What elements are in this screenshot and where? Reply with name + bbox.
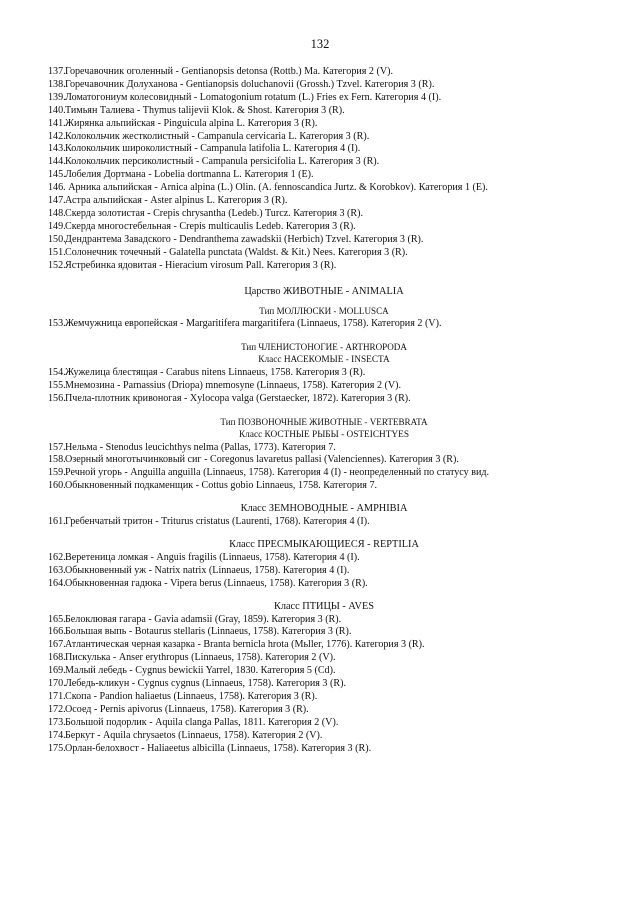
list-item: 162. Веретеница ломкая - Anguis fragilis (Linnaeus, 1758). Категория 4 (I). — [48, 551, 360, 563]
list-item: 149. Скерда многостебельная - Crepis multicaulis Ledeb. Категория 3 (R). — [48, 220, 356, 232]
list-item: 140. Тимьян Талиева - Thymus talijevii Klok. & Shost. Категория 3 (R). — [48, 104, 345, 116]
list-item: 139. Ломатогониум колесовидный - Lomatogonium rotatum (L.) Fries ex Fern. Категория 4 (I). — [48, 91, 442, 103]
type-heading-vertebrata: Тип ПОЗВОНОЧНЫЕ ЖИВОТНЫЕ - VERTEBRATA — [220, 416, 428, 427]
list-item: 153. Жемчужница европейская - Margaritifera margaritifera (Linnaeus, 1758). Категория 2 (V). — [48, 318, 442, 330]
list-item: 168. Пискулька - Anser erythropus (Linnaeus, 1758). Категория 2 (V). — [48, 652, 336, 664]
class-heading-osteichtyes: Класс КОСТНЫЕ РЫБЫ - OSTEICHTYES — [238, 429, 409, 440]
list-item: 152. Ястребинка ядовитая - Hieracium virosum Pall. Категория 3 (R). — [48, 259, 337, 271]
plant-list — [48, 66, 600, 273]
type-heading-arthropoda: Тип ЧЛЕНИСТОНОГИЕ - ARTHROPODA — [241, 342, 407, 353]
document-body — [48, 66, 600, 756]
class-heading-reptilia: Класс ПРЕСМЫКАЮЩИЕСЯ - REPTILIA — [229, 539, 419, 550]
list-item: 137. Горечавочник оголенный - Gentianopsis detonsa (Rottb.) Ma. Категория 2 (V). — [48, 66, 394, 77]
list-item: 156. Пчела-плотник кривоногая - Xylocopa valga (Gerstaecker, 1872). Категория 3 (R). — [48, 392, 411, 404]
list-item: 160. Обыкновенный подкаменщик - Cottus gobio Linnaeus, 1758. Категория 7. — [48, 480, 378, 492]
list-item: 150. Дендрантема Завадского - Dendranthema zawadskii (Herbich) Tzvel. Категория 3 (R). — [48, 233, 424, 245]
list-item: 174. Беркут - Aquila chrysaetos (Linnaeus, 1758). Категория 2 (V). — [48, 729, 323, 741]
class-heading-insecta: Класс НАСЕКОМЫЕ - INSECTA — [258, 355, 390, 366]
list-item: 154. Жужелица блестящая - Carabus nitens Linnaeus, 1758. Категория 3 (R). — [48, 367, 366, 379]
class-heading-aves: Класс ПТИЦЫ - AVES — [273, 600, 374, 612]
list-item: 157. Нельма - Stenodus leucichthys nelma (Pallas, 1773). Категория 7. — [48, 441, 336, 453]
list-item: 138. Горечавочник Долуханова - Gentianopsis doluchanovii (Grossh.) Tzvel. Категория 3 (R). — [48, 78, 435, 90]
list-item: 158. Озерный многотычинковый сиг - Coregonus lavaretus pallasi (Valenciennes). Категория 3 (R). — [48, 454, 459, 466]
list-item: 167. Атлантическая черная казарка - Branta bernicla hrota (Mьller, 1776). Категория 3 (R). — [48, 639, 425, 651]
list-item: 163. Обыкновенный уж - Natrix natrix (Linnaeus, 1758). Категория 4 (I). — [48, 564, 350, 576]
list-item: 142. Колокольчик жестколистный - Campanula cervicaria L. Категория 3 (R). — [48, 130, 370, 142]
list-item: 143. Колокольчик широколистный - Campanula latifolia L. Категория 4 (I). — [48, 143, 361, 155]
list-item: 175. Орлан-белохвост - Haliaeetus albicilla (Linnaeus, 1758). Категория 3 (R). — [48, 742, 372, 754]
list-item: 166. Большая выпь - Botaurus stellaris (Linnaeus, 1758). Категория 3 (R). — [48, 626, 352, 638]
list-item: 155. Мнемозина - Parnassius (Driopa) mnemosyne (Linnaeus, 1758). Категория 2 (V). — [48, 379, 402, 391]
list-item: 159. Речной угорь - Anguilla anguilla (Linnaeus, 1758). Категория 4 (I) - неопределенный по статусу вид. — [48, 467, 490, 479]
list-item: 170. Лебедь-кликун - Cygnus cygnus (Linnaeus, 1758). Категория 3 (R). — [48, 678, 346, 690]
list-item: 169. Малый лебедь - Cygnus bewickii Yarrel, 1830. Категория 5 (Cd). — [48, 665, 336, 677]
list-item: 144. Колокольчик персиколистный - Campanula persicifolia L. Категория 3 (R). — [48, 156, 380, 168]
type-heading-mollusca: Тип МОЛЛЮСКИ - MOLLUSCA — [259, 306, 389, 317]
list-item: 147. Астра альпийская - Aster alpinus L. Категория 3 (R). — [48, 195, 288, 207]
list-item: 146. Арника альпийская - Arnica alpina (L.) Olin. (A. fennoscandica Jurtz. & Korobkov). Категория 1 (E). — [48, 182, 488, 194]
list-item: 172. Осоед - Pernis apivorus (Linnaeus, 1758). Категория 3 (R). — [48, 703, 309, 715]
list-item: 151. Солонечник точечный - Galatella punctata (Waldst. & Kit.) Nees. Категория 3 (R). — [48, 246, 408, 258]
class-heading-amphibia: Класс ЗЕМНОВОДНЫЕ - AMPHIBIA — [240, 503, 408, 515]
list-item: 171. Скопа - Pandion haliaetus (Linnaeus, 1758). Категория 3 (R). — [48, 690, 318, 702]
list-item: 165. Белоклювая гагара - Gavia adamsii (Gray, 1859). Категория 3 (R). — [48, 613, 342, 625]
list-item: 148. Скерда золотистая - Crepis chrysantha (Ledeb.) Turcz. Категория 3 (R). — [48, 207, 364, 219]
list-item: 141. Жирянка альпийская - Pinguicula alpina L. Категория 3 (R). — [48, 117, 318, 129]
list-item: 164. Обыкновенная гадюка - Vipera berus (Linnaeus, 1758). Категория 3 (R). — [48, 577, 368, 589]
list-item: 161. Гребенчатый тритон - Triturus cristatus (Laurenti, 1768). Категория 4 (I). — [48, 516, 370, 528]
list-item: 173. Большой подорлик - Aquila clanga Pallas, 1811. Категория 2 (V). — [48, 716, 339, 728]
kingdom-heading: Царство ЖИВОТНЫЕ - ANIMALIA — [244, 285, 404, 297]
list-item: 145. Лобелия Дортмана - Lobelia dortmanna L. Категория 1 (E). — [48, 169, 314, 181]
page-number: 132 — [310, 37, 330, 51]
